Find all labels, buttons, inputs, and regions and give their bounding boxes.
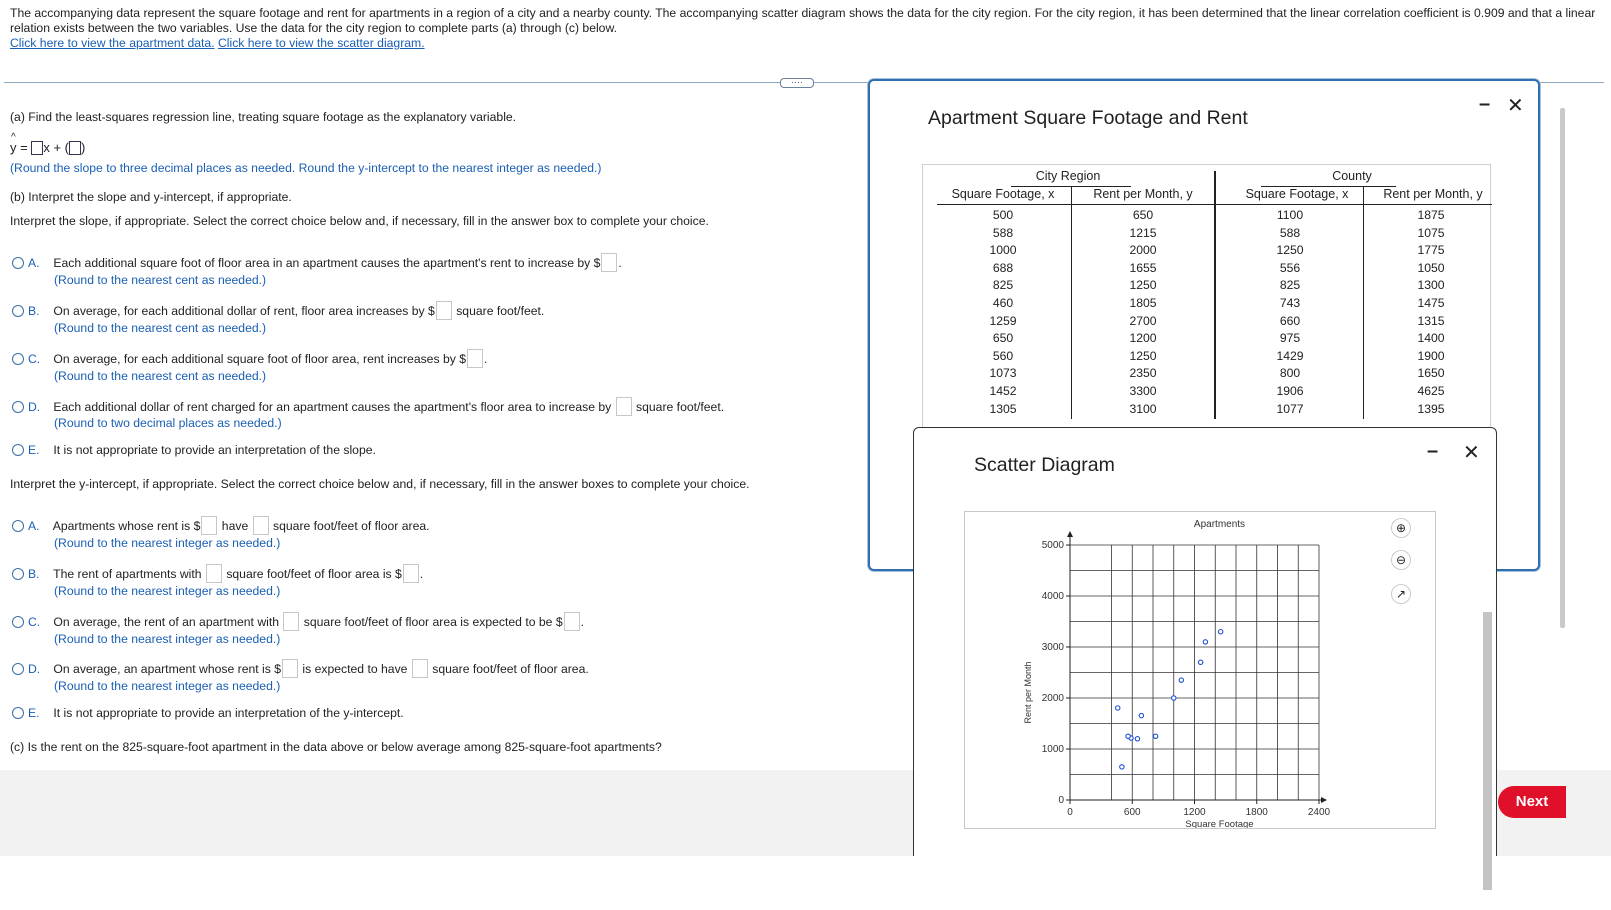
plot-scrollbar[interactable] [1480,600,1493,910]
view-scatter-link[interactable]: Click here to view the scatter diagram. [217,36,425,50]
intercept-choice-c[interactable]: C. On average, the rent of an apartment with square foot/feet of floor area is expected to be $ . [12,612,584,631]
intercept-choice-b[interactable]: B. The rent of apartments with square foot/feet of floor area is $ . [12,564,423,583]
intercept-choice-a[interactable]: A. Apartments whose rent is $ have square foot/feet of floor area. [12,516,430,535]
city-region-header: City Region [1035,169,1101,183]
radio-button[interactable] [12,305,24,317]
chart-title: Apartments [1193,519,1246,530]
answer-box[interactable] [616,397,632,416]
radio-button[interactable] [12,520,24,532]
close-button[interactable]: ✕ [1507,95,1524,117]
col-header: Square Footage, x [1245,187,1349,201]
slope-input[interactable] [31,141,43,155]
intercept-choice-e[interactable]: E. It is not appropriate to provide an interpretation of the y-intercept. [12,706,404,720]
choice-note: (Round to the nearest integer as needed.) [54,632,281,646]
slope-choice-b[interactable]: B. On average, for each additional dollar of rent, floor area increases by $ square foot/feet. [12,301,544,320]
radio-button[interactable] [12,568,24,580]
part-b-question: (b) Interpret the slope and y-intercept, if appropriate. [10,190,292,204]
scatter-plot [965,512,1435,828]
x-tick-label: 0 [1067,807,1073,818]
radio-button[interactable] [12,257,24,269]
answer-box[interactable] [403,564,419,583]
data-point [1203,640,1207,644]
col-header: Square Footage, x [951,187,1055,201]
slope-choice-c[interactable]: C. On average, for each additional square foot of floor area, rent increases by $ . [12,349,487,368]
choice-note: (Round to the nearest integer as needed.) [54,679,281,693]
radio-button[interactable] [12,353,24,365]
scatter-window-title: Scatter Diagram [974,454,1115,476]
data-point [1179,678,1183,682]
answer-box[interactable] [206,564,222,583]
col-header: Rent per Month, y [1093,187,1193,201]
data-point [1172,696,1176,700]
answer-box[interactable] [601,253,617,272]
choice-note: (Round to the nearest cent as needed.) [54,273,267,287]
data-point [1218,630,1222,634]
col-divider [1363,187,1364,419]
answer-box[interactable] [283,612,299,631]
answer-box[interactable] [436,301,452,320]
radio-button[interactable] [12,663,24,675]
x-tick-label: 600 [1123,807,1141,818]
x-tick-label: 2400 [1307,807,1331,818]
slope-choice-d[interactable]: D. Each additional dollar of rent charged for an apartment causes the apartment's floor area to increase by square foot/feet. [12,397,724,416]
intro-text: The accompanying data represent the square footage and rent for apartments in a region of a city and a nearby county. The accompanying scatter diagram shows the data for the city region. For the city region, it has been determined that the linear correlation coefficient is 0.909 and that a linear relation exists between the two variables. Use the data for the city region to complete parts (a) through (c) below. [10,6,1596,35]
plot-frame [964,511,1436,829]
answer-box[interactable] [467,349,483,368]
x-axis-arrow [1321,797,1327,803]
close-button[interactable]: ✕ [1463,442,1480,464]
y-tick-label: 0 [1058,795,1064,806]
slope-choice-e[interactable]: E. It is not appropriate to provide an interpretation of the slope. [12,443,376,457]
problem-statement [10,6,1605,51]
data-point [1153,734,1157,738]
x-tick-label: 1200 [1183,807,1206,818]
answer-box[interactable] [282,659,298,678]
x-tick-label: 1800 [1245,807,1268,818]
scatter-diagram-window [913,427,1497,856]
part-c-question: (c) Is the rent on the 825-square-foot apartment in the data above or below average among 825-square-foot apartments? [10,740,662,754]
next-button[interactable]: Next [1498,786,1566,818]
data-point [1135,737,1139,741]
y-hat-symbol: ^ y = [10,132,28,155]
y-axis-label: Rent per Month [1023,661,1033,724]
y-axis-arrow [1067,531,1073,537]
radio-button[interactable] [12,401,24,413]
answer-box[interactable] [564,612,580,631]
county-y-column: 1875 1075 1775 1050 1300 1475 1315 1400 1900 1650 4625 1395 [1417,208,1445,416]
y-tick-label: 4000 [1041,591,1064,602]
city-x-column: 500 588 1000 688 825 460 1259 650 560 1073 1452 1305 [989,208,1017,416]
answer-box[interactable] [201,516,217,535]
county-header: County [1332,169,1372,183]
intercept-choice-d[interactable]: D. On average, an apartment whose rent is $ is expected to have square foot/feet of floor area. [12,659,589,678]
y-tick-label: 1000 [1041,744,1064,755]
page-scrollbar[interactable] [1558,100,1568,750]
radio-button[interactable] [12,444,24,456]
minimize-button[interactable]: – [1479,93,1491,115]
choice-note: (Round to the nearest integer as needed.) [54,584,281,598]
col-divider [1214,171,1216,419]
intercept-input[interactable] [69,141,81,155]
y-tick-label: 3000 [1041,642,1064,653]
col-divider [1071,187,1072,419]
answer-box[interactable] [253,516,269,535]
city-y-column: 650 1215 2000 1655 1250 1805 2700 1200 1250 2350 3300 3100 [1129,208,1157,416]
data-point [1116,706,1120,710]
radio-button[interactable] [12,616,24,628]
slope-prompt: Interpret the slope, if appropriate. Select the correct choice below and, if necessary, fill in the answer box to complete your choice. [10,214,709,228]
view-data-link[interactable]: Click here to view the apartment data. [10,36,215,50]
scrollbar-thumb[interactable] [1483,612,1492,890]
minimize-button[interactable]: – [1427,440,1439,462]
data-point [1198,660,1202,664]
data-point [1126,734,1130,738]
zoom-out-icon[interactable]: ⊖ [1391,550,1411,570]
regression-equation: ^ y = x + ( ) [10,132,86,155]
data-point [1139,713,1143,717]
y-tick-label: 2000 [1041,693,1064,704]
choice-note: (Round to the nearest cent as needed.) [54,369,267,383]
pop-out-icon[interactable]: ↗ [1391,584,1411,604]
data-point [1120,765,1124,769]
choice-note: (Round to the nearest cent as needed.) [54,321,267,335]
answer-box[interactable] [412,659,428,678]
intercept-prompt: Interpret the y-intercept, if appropriate. Select the correct choice below and, if necessary, fill in the answer boxes to complete your choice. [10,477,750,491]
slope-choice-a[interactable]: A. Each additional square foot of floor area in an apartment causes the apartment's rent to increase by $ . [12,253,622,272]
choice-note: (Round to the nearest integer as needed.) [54,536,281,550]
zoom-in-icon[interactable]: ⊕ [1391,518,1411,538]
radio-button[interactable] [12,707,24,719]
y-tick-label: 5000 [1041,540,1064,551]
county-x-column: 1100 588 1250 556 825 743 660 975 1429 800 1906 1077 [1276,208,1304,416]
scrollbar-thumb[interactable] [1560,108,1565,628]
choice-note: (Round to two decimal places as needed.) [54,416,282,430]
part-a-question: (a) Find the least-squares regression line, treating square footage as the explanatory variable. [10,110,517,124]
col-header: Rent per Month, y [1383,187,1483,201]
x-axis-label: Square Footage [1185,819,1254,828]
data-window-title: Apartment Square Footage and Rent [928,107,1248,129]
expand-divider-button[interactable]: ···· [780,78,814,88]
part-a-round-note: (Round the slope to three decimal places as needed. Round the y-intercept to the nearest integer as needed.) [10,161,602,175]
